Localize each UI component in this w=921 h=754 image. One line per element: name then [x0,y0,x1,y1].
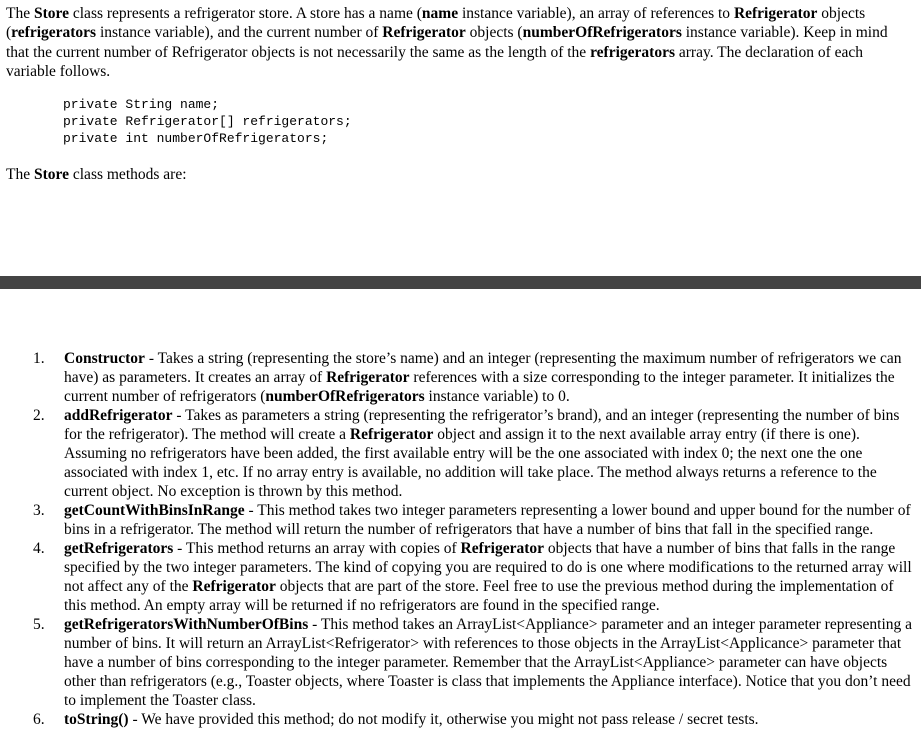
method-number: 3. [33,502,45,519]
method-name: getRefrigeratorsWithNumberOfBins [64,616,309,633]
method-item-to-string: 6. toString() - We have provided this method; do not modify it, otherwise you might not pass release / secret tests. [33,711,759,728]
method-number: 2. [33,407,45,424]
method-name: toString() [64,711,129,728]
method-number: 6. [33,711,45,728]
intro-paragraph: The Store class represents a refrigerator store. A store has a name (name instance variable), an array of references to Refrigerator objects (refrigerators instance variable), and the current number of Refrigerator objects (numberOfRefrigerators instance variable). Keep in mind that the current number of Refrigerator objects is not necessarily the same as the length of the refrigerators array. The declaration of each variable follows. [6,5,888,81]
method-item-get-count-with-bins-in-range: 3. getCountWithBinsInRange - This method takes two integer parameters representing a lower bound and upper bound for the number of bins in a refrigerator. The method will return the number of refrigerators that have a number of bins that fall in the specified range. [33,502,911,538]
section-divider [0,276,921,289]
method-number: 4. [33,540,45,557]
variable-declarations-code [63,96,352,148]
method-item-constructor: 1. Constructor - Takes a string (representing the store’s name) and an integer (representing the maximum number of refrigerators we can have) as parameters. It creates an array of Refrigerator references with a size corresponding to the integer parameter. It initializes the current number of refrigerators (numberOfRefrigerators instance variable) to 0. [33,350,902,405]
method-item-add-refrigerator: 2. addRefrigerator - Takes as parameters a string (representing the refrigerator’s brand), and an integer (representing the number of bins for the refrigerator). The method will create a Refrigerator object and assign it to the next available array entry (if there is one). Assuming no refrigerators have been added, the first available entry will be the one associated with index 0; the next one the one associated with index 1, etc. If no array entry is available, no addition will take place. The method always returns a reference to the current object. No exception is thrown by this method. [33,407,900,500]
method-list [0,349,921,729]
method-name: getCountWithBinsInRange [64,502,245,519]
methods-heading: The Store class methods are: [6,166,187,183]
code-line: private int numberOfRefrigerators; [63,131,329,147]
method-number: 5. [33,616,45,633]
method-item-get-refrigerators: 4. getRefrigerators - This method returns an array with copies of Refrigerator objects that have a number of bins that falls in the range specified by the two integer parameters. The kind of copying you are required to do is one where modifications to the returned array will not affect any of the Refrigerator objects that are part of the store. Feel free to use the previous method during the implementation of this method. An empty array will be returned if no refrigerators are found in the specified range. [33,540,912,614]
code-line: private String name; [63,97,220,112]
method-number: 1. [33,350,45,367]
method-name: Constructor [64,350,145,367]
method-name: getRefrigerators [64,540,174,557]
code-line: private Refrigerator[] refrigerators; [63,114,352,130]
method-item-get-refrigerators-with-number-of-bins: 5. getRefrigeratorsWithNumberOfBins - This method takes an ArrayList<Appliance> parameter and an integer parameter representing a number of bins. It will return an ArrayList<Refrigerator> with references to those objects in the ArrayList<Applicance> parameter that have a number of bins corresponding to the integer parameter. Remember that the ArrayList<Appliance> parameter can have objects other than refrigerators (e.g., Toaster objects, where Toaster is class that implements the Appliance interface). Notice that you don’t need to implement the Toaster class. [33,616,913,709]
method-name: addRefrigerator [64,407,173,424]
